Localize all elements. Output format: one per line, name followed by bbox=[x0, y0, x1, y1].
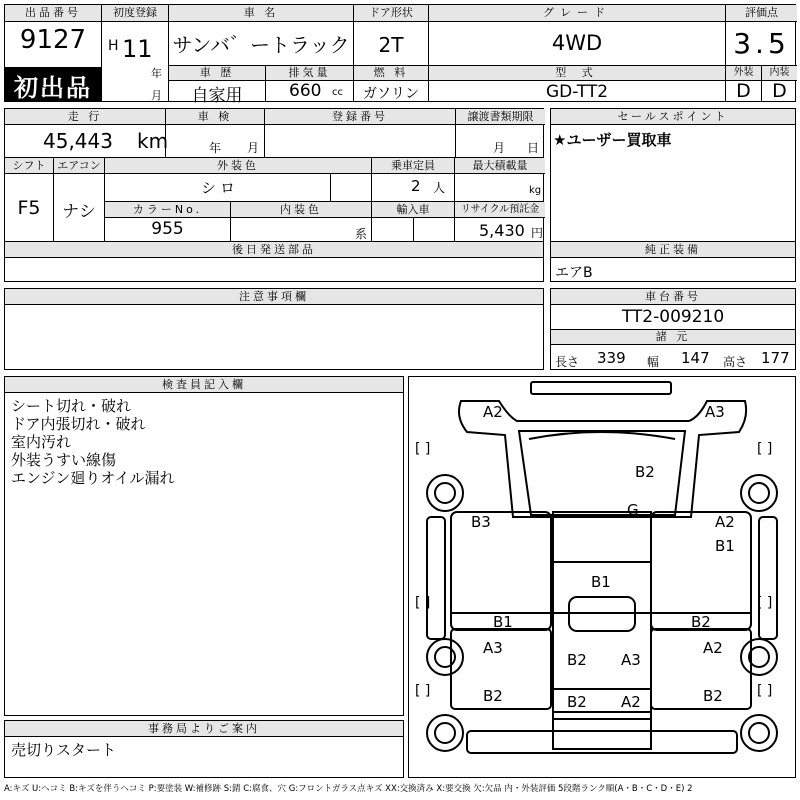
sales-point-text: ★ユーザー買取車 bbox=[553, 131, 672, 149]
bracket-right-low: [ ] bbox=[757, 683, 773, 699]
damage-mark: B2 bbox=[691, 613, 711, 631]
car-name-label: 車 名 bbox=[169, 5, 353, 22]
shift-label: シフト bbox=[5, 158, 53, 174]
damage-mark: A3 bbox=[621, 651, 641, 669]
recycle-fee: 5,430 bbox=[479, 221, 525, 240]
length-label: 長さ bbox=[555, 355, 580, 369]
sales-point-label: セールスポイント bbox=[551, 109, 795, 125]
chassis-block bbox=[550, 288, 796, 370]
recycle-fee-label: リサイクル預託金 bbox=[455, 202, 545, 218]
length: 339 bbox=[597, 349, 626, 367]
damage-mark: B3 bbox=[471, 513, 491, 531]
interior-color-unit: 系 bbox=[355, 227, 368, 241]
displacement: 660 bbox=[289, 81, 322, 101]
notes-block bbox=[4, 288, 544, 370]
exterior-color-label: 外装色 bbox=[105, 158, 371, 174]
recycle-fee-unit: 円 bbox=[531, 226, 544, 240]
model-code: GD-TT2 bbox=[545, 82, 609, 102]
top-info-block bbox=[4, 4, 796, 106]
exterior-score-label: 外装 bbox=[726, 66, 761, 81]
mileage: 45,443 bbox=[43, 129, 113, 153]
first-listing-text: 初出品 bbox=[14, 74, 92, 102]
inspector-line: 室内汚れ bbox=[11, 433, 72, 451]
displacement-label: 排気量 bbox=[266, 66, 353, 81]
mileage-unit: km bbox=[137, 129, 169, 153]
first-registration-year: 11 bbox=[122, 35, 153, 63]
damage-mark: B2 bbox=[703, 687, 723, 705]
max-load-unit: kg bbox=[529, 185, 542, 196]
height: 177 bbox=[761, 349, 790, 367]
inspection-year-unit: 年 bbox=[209, 141, 222, 155]
capacity-label: 乗車定員 bbox=[372, 158, 454, 174]
chassis-number: TT2-009210 bbox=[621, 307, 725, 327]
vehicle-details-block bbox=[4, 108, 544, 282]
damage-mark: A2 bbox=[621, 693, 641, 711]
damage-mark: B1 bbox=[591, 573, 611, 591]
year-unit: 年 bbox=[151, 67, 162, 80]
bracket-left-low: [ ] bbox=[415, 683, 431, 699]
office-label: 事務局よりご案内 bbox=[5, 721, 403, 737]
damage-mark: A2 bbox=[483, 403, 503, 421]
office-text: 売切りスタート bbox=[11, 741, 117, 759]
month-unit: 月 bbox=[151, 89, 162, 102]
score: 3.5 bbox=[733, 27, 790, 60]
equipment-text: エアB bbox=[555, 265, 593, 281]
mileage-label: 走 行 bbox=[5, 109, 165, 125]
sales-point-block bbox=[550, 108, 796, 242]
shift: F5 bbox=[17, 197, 41, 219]
damage-mark: B2 bbox=[567, 651, 587, 669]
transfer-deadline-label: 譲渡書類期限 bbox=[456, 109, 545, 125]
inspector-line: 外装うすい線傷 bbox=[11, 451, 117, 469]
height-label: 高さ bbox=[723, 355, 748, 369]
history-label: 車 歴 bbox=[169, 66, 265, 81]
notes-label: 注意事項欄 bbox=[5, 289, 543, 305]
inspection-month-unit: 月 bbox=[247, 141, 260, 155]
ac-label: エアコン bbox=[54, 158, 104, 174]
legend: A:キズ U:ヘコミ B:キズを伴うヘコミ P:要塗装 W:補修跡 S:錆 C:腐食、穴 G:フロントガラス点キズ XX:交換済み X:要交換 欠:欠品 内・外装評価 5段階ランク順(A・B・C・D・E) 2 bbox=[4, 784, 693, 794]
history: 自家用 bbox=[191, 86, 243, 106]
bracket-left: [ ] bbox=[415, 441, 431, 457]
max-load-label: 最大積載量 bbox=[455, 158, 545, 174]
capacity: 2 bbox=[411, 177, 421, 195]
width: 147 bbox=[681, 349, 710, 367]
damage-mark: A3 bbox=[483, 639, 503, 657]
inspector-block bbox=[4, 376, 404, 716]
interior-score: D bbox=[772, 80, 787, 102]
exterior-color: シロ bbox=[200, 179, 239, 197]
interior-color-label: 内装色 bbox=[231, 202, 371, 218]
damage-mark: B1 bbox=[715, 537, 735, 555]
bracket-right-mid: [ ] bbox=[757, 595, 773, 611]
model-label: 型 式 bbox=[429, 66, 725, 81]
inspector-line: シート切れ・破れ bbox=[11, 397, 132, 415]
damage-diagram bbox=[408, 376, 796, 778]
damage-mark: A2 bbox=[715, 513, 735, 531]
grade: 4WD bbox=[551, 31, 603, 55]
displacement-unit: cc bbox=[332, 87, 343, 98]
damage-mark: B2 bbox=[635, 463, 655, 481]
chassis-number-label: 車台番号 bbox=[551, 289, 795, 305]
equipment-block bbox=[550, 241, 796, 282]
inspector-line: エンジン廻りオイル漏れ bbox=[11, 469, 175, 487]
damage-mark: A3 bbox=[705, 403, 725, 421]
first-registration-label: 初度登録 bbox=[102, 5, 168, 22]
air-conditioner: ナシ bbox=[62, 202, 96, 222]
inspector-line: ドア内張切れ・破れ bbox=[11, 415, 146, 433]
capacity-unit: 人 bbox=[433, 181, 446, 195]
equipment-label: 純正装備 bbox=[551, 242, 795, 258]
bracket-left-mid: [ ] bbox=[415, 595, 431, 611]
lot-number: 9127 bbox=[19, 25, 87, 55]
grade-label: グレード bbox=[429, 5, 725, 22]
era: H bbox=[108, 38, 119, 54]
exterior-score: D bbox=[736, 80, 751, 102]
color-number: 955 bbox=[151, 219, 184, 239]
bracket-right: [ ] bbox=[757, 441, 773, 457]
fuel-label: 燃 料 bbox=[354, 66, 428, 81]
later-parts-label: 後日発送部品 bbox=[5, 242, 543, 258]
damage-mark: B2 bbox=[483, 687, 503, 705]
car-name: サンバ゛ートラック bbox=[172, 33, 350, 57]
interior-score-label: 内装 bbox=[762, 66, 797, 81]
inspection-label: 車 検 bbox=[166, 109, 264, 125]
door-type: 2T bbox=[378, 33, 404, 57]
transfer-month-unit: 月 bbox=[493, 141, 506, 155]
damage-mark: G bbox=[627, 501, 639, 519]
import-label: 輸入車 bbox=[372, 202, 454, 218]
damage-mark: B2 bbox=[567, 693, 587, 711]
office-block bbox=[4, 720, 404, 778]
transfer-day-unit: 日 bbox=[527, 141, 540, 155]
color-number-label: カラーNo. bbox=[105, 202, 230, 218]
registration-number-label: 登録番号 bbox=[265, 109, 455, 125]
damage-mark: B1 bbox=[493, 613, 513, 631]
width-label: 幅 bbox=[647, 355, 660, 369]
lot-number-label: 出品番号 bbox=[5, 5, 101, 22]
score-label: 評価点 bbox=[726, 5, 797, 22]
door-label: ドア形状 bbox=[354, 5, 428, 22]
inspector-label: 検査員記入欄 bbox=[5, 377, 403, 393]
specs-label: 諸 元 bbox=[551, 330, 795, 345]
fuel: ガソリン bbox=[363, 86, 419, 102]
damage-mark: A2 bbox=[703, 639, 723, 657]
